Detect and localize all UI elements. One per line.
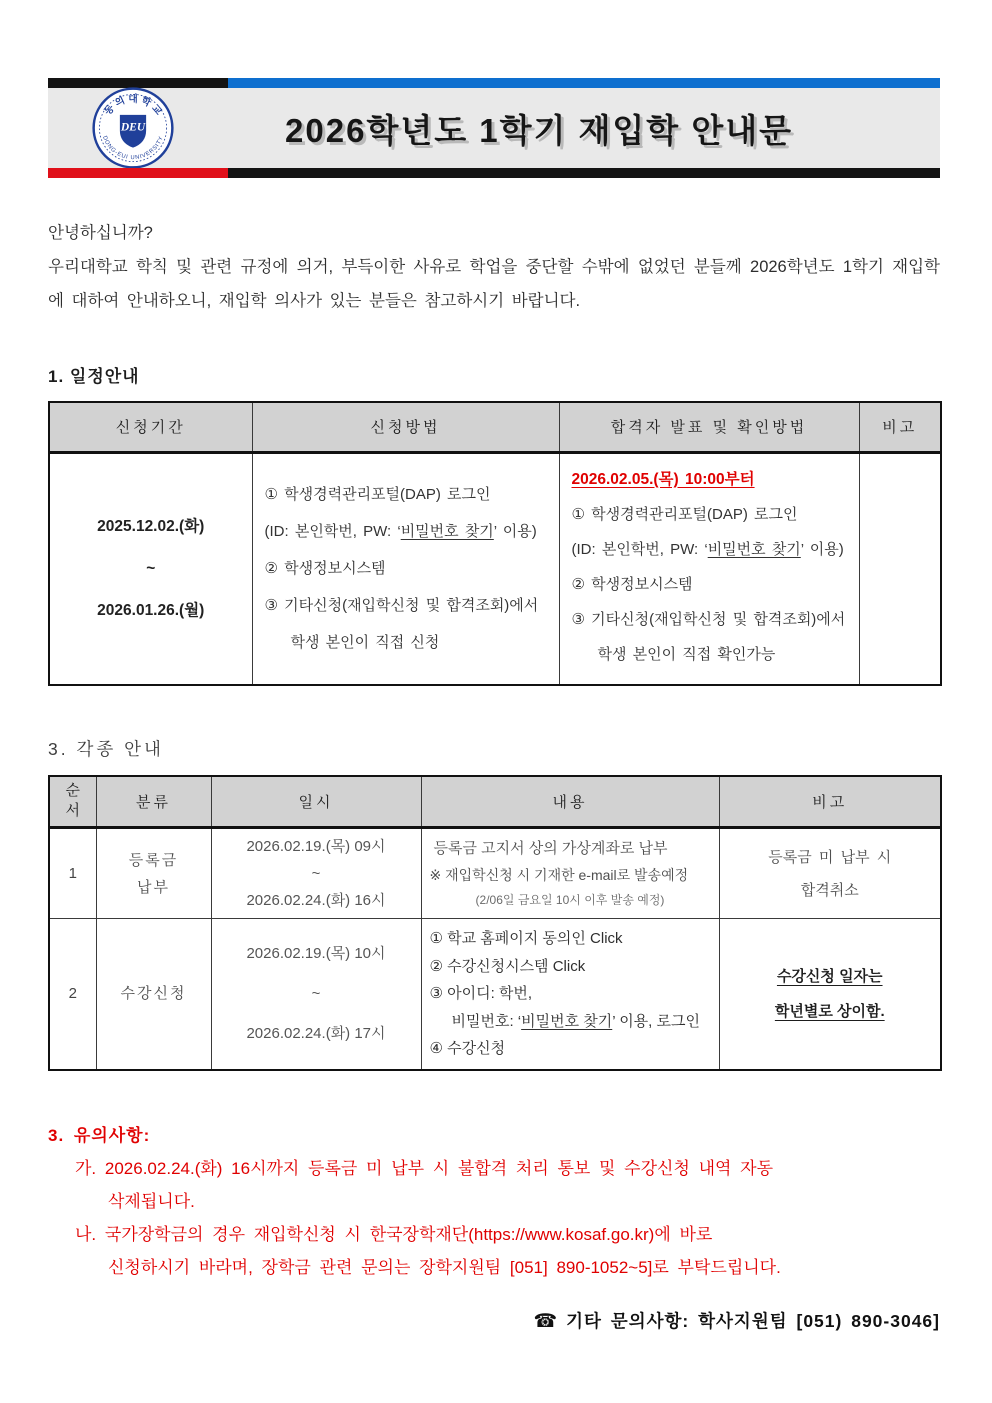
method-login-prefix: (ID: 본인학번, PW: ‘ xyxy=(264,523,401,540)
page-title: 2026학년도 1학기 재입학 안내문 xyxy=(285,111,793,149)
misc-row-course-registration xyxy=(49,919,941,1070)
col-header-remark: 비고 xyxy=(859,402,941,452)
row1-note-line2: 합격취소 xyxy=(800,881,859,899)
row1-note xyxy=(719,828,941,919)
row1-content-line2: ※ 재입학신청 시 기재한 e-mail로 발송예정 xyxy=(429,867,689,883)
col-header-seq-bottom: 서 xyxy=(65,802,80,820)
result-step-2: ② 학생정보시스템 xyxy=(571,575,693,593)
misc-header-row xyxy=(49,776,941,828)
method-login-info xyxy=(265,513,553,550)
row1-content-line3: (2/06일 금요일 10시 이후 발송 예정) xyxy=(475,893,665,907)
row2-note-line2: 학년별로 상이함. xyxy=(774,1002,885,1020)
row1-date-tilde: ~ xyxy=(311,865,321,882)
col-header-apply-period: 신청기간 xyxy=(49,402,252,452)
apply-period-tilde: ~ xyxy=(146,559,156,577)
result-password-find-link: 비밀번호 찾기 xyxy=(707,540,801,558)
row2-content-line1: ① 학교 홈페이지 동의인 Click xyxy=(429,930,623,947)
misc-row-tuition xyxy=(49,828,941,919)
top-bar-blue-segment xyxy=(228,78,940,88)
row1-seq: 1 xyxy=(49,828,96,919)
header-top-bar xyxy=(48,78,940,88)
apply-period-start: 2025.12.02.(화) xyxy=(97,517,205,535)
caution-na-line2: 신청하시기 바라며, 장학금 관련 문의는 장학지원팀 [051] 890-1052~5]로 부탁드립니다. xyxy=(108,1257,781,1277)
method-login-suffix: ’ 이용) xyxy=(493,523,537,540)
apply-method-cell xyxy=(252,452,559,685)
result-headline: 2026.02.05.(목) 10:00부터 xyxy=(571,470,755,488)
row1-category-line2: 납부 xyxy=(137,878,170,896)
row1-category xyxy=(96,828,211,919)
row2-content-line5: ④ 수강신청 xyxy=(429,1040,506,1057)
result-step-3: ③ 기타신청(재입학신청 및 합격조회)에서 xyxy=(571,610,846,628)
title-banner xyxy=(48,88,940,168)
caution-item-na xyxy=(75,1218,940,1251)
document-content xyxy=(48,78,940,1284)
intro-section xyxy=(48,216,940,318)
schedule-body-row xyxy=(49,452,941,685)
method-step-1: ① 학생경력관리포털(DAP) 로그인 xyxy=(264,486,491,503)
row2-login-prefix: 비밀번호: ‘ xyxy=(451,1012,522,1030)
result-step-1: ① 학생경력관리포털(DAP) 로그인 xyxy=(571,505,798,523)
row2-seq: 2 xyxy=(49,919,96,1070)
header-banner xyxy=(48,78,940,178)
caution-na-line1: 국가장학금의 경우 재입학신청 시 한국장학재단(https://www.kosaf.go.kr)에 바로 xyxy=(104,1224,713,1244)
row2-note xyxy=(719,919,941,1070)
method-step-2: ② 학생정보시스템 xyxy=(264,560,386,577)
schedule-remark-cell xyxy=(859,452,941,685)
col-header-seq-top: 순 xyxy=(65,782,80,800)
col-header-result-announce: 합격자 발표 및 확인방법 xyxy=(559,402,859,452)
schedule-header-row xyxy=(49,402,941,452)
row2-password-find-link: 비밀번호 찾기 xyxy=(521,1012,613,1030)
method-password-find-link: 비밀번호 찾기 xyxy=(400,523,494,540)
result-login-suffix: ’ 이용) xyxy=(800,540,844,558)
caution-ga-label: 가. xyxy=(75,1158,97,1178)
caution-na-label: 나. xyxy=(75,1224,97,1244)
row1-content-line1: 등록금 고지서 상의 가상계좌로 납부 xyxy=(433,840,668,857)
footer-contact xyxy=(533,1308,940,1333)
row1-category-line1: 등록금 xyxy=(128,851,179,869)
caution-ga-line2: 삭제됩니다. xyxy=(108,1191,195,1211)
header-bottom-bar xyxy=(48,168,940,178)
caution-item-ga xyxy=(75,1152,940,1185)
apply-period-end: 2026.01.26.(월) xyxy=(97,601,205,619)
row1-date-end: 2026.02.24.(화) 16시 xyxy=(246,892,386,909)
row1-datetime xyxy=(211,828,421,919)
col-header-apply-method: 신청방법 xyxy=(252,402,559,452)
logo-ring-bottom-text: DONG-EUI UNIVERSITY xyxy=(101,135,165,162)
row2-login-suffix: ’ 이용, 로그인 xyxy=(612,1012,700,1030)
row2-content xyxy=(421,919,719,1070)
row1-date-start: 2026.02.19.(목) 09시 xyxy=(246,838,386,855)
misc-table xyxy=(48,775,942,1071)
row2-date-end: 2026.02.24.(화) 17시 xyxy=(246,1024,386,1042)
method-step-3-cont: 학생 본인이 직접 신청 xyxy=(290,634,440,651)
result-login-info xyxy=(572,532,853,567)
apply-period-cell xyxy=(49,452,252,685)
logo-ring-top-text: 동 의 대 학 교 xyxy=(102,93,164,118)
cautions-heading: 3. 유의사항: xyxy=(48,1125,151,1145)
schedule-table xyxy=(48,401,942,686)
bottom-bar-red-segment xyxy=(48,168,228,178)
intro-paragraph: 우리대학교 학칙 및 관련 규정에 의거, 부득이한 사유로 학업을 중단할 수밖에 없었던 분들께 2026학년도 1학기 재입학에 대하여 안내하오니, 재입학 의사가 있는 분들은 참고하시기 바랍니다. xyxy=(48,258,940,310)
method-step-3: ③ 기타신청(재입학신청 및 합격조회)에서 xyxy=(264,597,539,614)
footer-contact-text: 기타 문의사항: 학사지원팀 [051) 890-3046] xyxy=(566,1311,940,1331)
result-check-cell xyxy=(559,452,859,685)
caution-ga-line1: 2026.02.24.(화) 16시까지 등록금 미 납부 시 불합격 처리 통보 및 수강신청 내역 자동 xyxy=(104,1158,773,1178)
logo-monogram: DEU xyxy=(120,121,146,134)
cautions-section xyxy=(48,1119,940,1284)
col-header-content: 내용 xyxy=(421,776,719,828)
row2-note-line1: 수강신청 일자는 xyxy=(776,967,883,985)
row2-datetime xyxy=(211,919,421,1070)
phone-icon: ☎ xyxy=(533,1311,559,1332)
col-header-datetime: 일시 xyxy=(211,776,421,828)
result-step-3-cont: 학생 본인이 직접 확인가능 xyxy=(597,645,776,663)
bottom-bar-black-segment xyxy=(228,168,940,178)
section-heading-schedule: 1. 일정안내 xyxy=(48,367,140,386)
intro-greeting: 안녕하십니까? xyxy=(48,224,153,242)
section-heading-misc: 3. 각종 안내 xyxy=(48,738,164,759)
col-header-category: 분류 xyxy=(96,776,211,828)
row2-content-line4 xyxy=(430,1008,715,1036)
row2-date-tilde: ~ xyxy=(311,984,321,1002)
university-seal-icon xyxy=(92,87,174,169)
row1-content xyxy=(421,828,719,919)
col-header-seq xyxy=(49,776,96,828)
row2-category: 수강신청 xyxy=(96,919,211,1070)
row2-date-start: 2026.02.19.(목) 10시 xyxy=(246,944,386,962)
row2-content-line2: ② 수강신청시스템 Click xyxy=(429,957,586,975)
result-login-prefix: (ID: 본인학번, PW: ‘ xyxy=(571,540,708,558)
row2-content-line3: ③ 아이디: 학번, xyxy=(429,985,533,1002)
col-header-note: 비고 xyxy=(719,776,941,828)
row1-note-line1: 등록금 미 납부 시 xyxy=(768,848,892,866)
university-logo xyxy=(92,87,174,169)
